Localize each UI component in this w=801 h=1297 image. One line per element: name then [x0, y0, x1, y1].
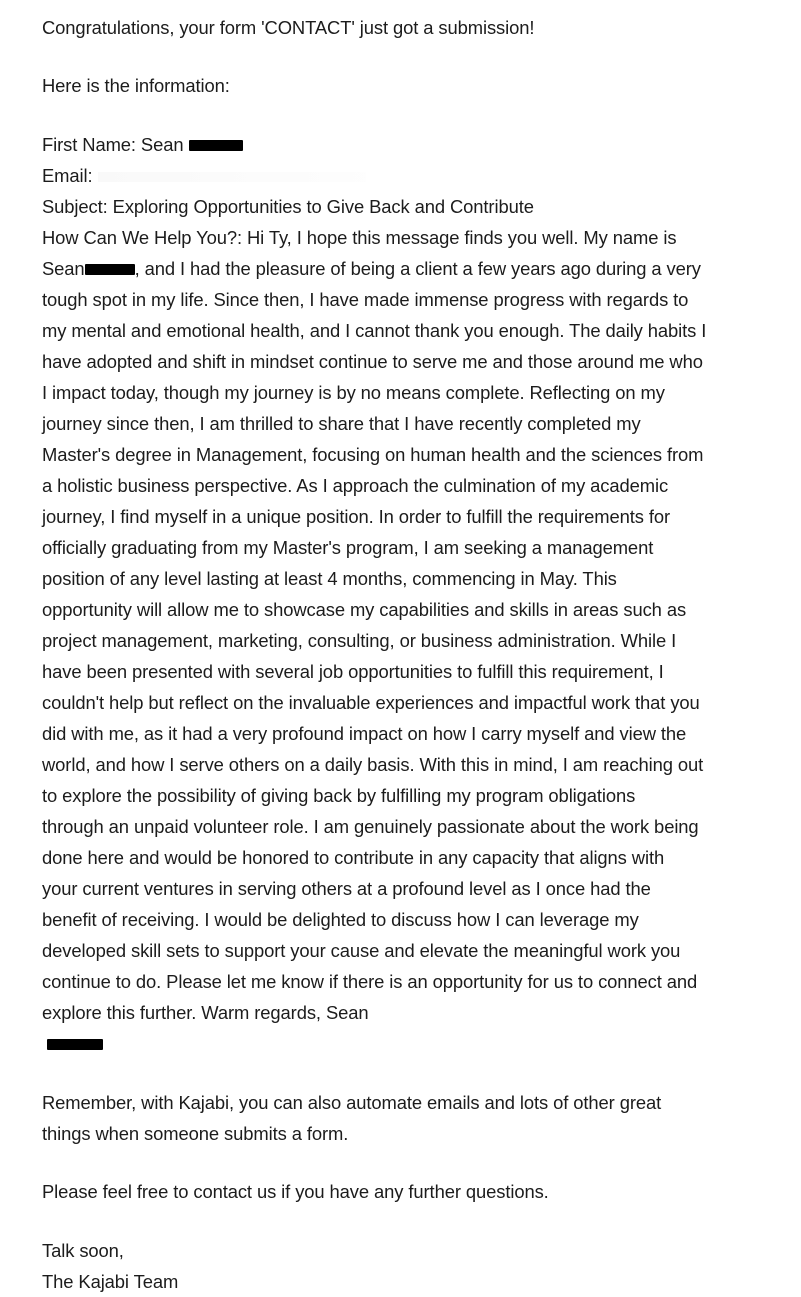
- first-name-label: First Name: Sean: [42, 134, 184, 155]
- team-name: The Kajabi Team: [42, 1271, 179, 1292]
- redacted-email: [98, 172, 366, 182]
- email-label: Email:: [42, 165, 93, 186]
- message-line: did with me, as it had a very profound impact on how I carry myself and view the: [42, 723, 687, 744]
- first-name-row: [42, 129, 782, 160]
- signoff: Talk soon,: [42, 1240, 124, 1261]
- message-line: tough spot in my life. Since then, I have made immense progress with regards to: [42, 289, 689, 310]
- message-line: I impact today, though my journey is by no means complete. Reflecting on my: [42, 382, 665, 403]
- message-line: my mental and emotional health, and I cannot thank you enough. The daily habits I: [42, 320, 707, 341]
- message-line: to explore the possibility of giving back by fulfilling my program obligations: [42, 785, 636, 806]
- message-line: journey, I find myself in a unique position. In order to fulfill the requirements for: [42, 506, 671, 527]
- email-body: [42, 12, 782, 1297]
- message-line: [42, 253, 782, 284]
- message-line: your current ventures in serving others at a profound level as I once had the: [42, 878, 651, 899]
- message-text: Sean: [42, 258, 85, 279]
- message-line: have adopted and shift in mindset continue to serve me and those around me who: [42, 351, 703, 372]
- message-line: through an unpaid volunteer role. I am genuinely passionate about the work being: [42, 816, 699, 837]
- email-row: [42, 160, 782, 191]
- message-line: project management, marketing, consulting, or business administration. While I: [42, 630, 677, 651]
- redaction-bar: [47, 1039, 103, 1050]
- message-line: continue to do. Please let me know if there is an opportunity for us to connect and: [42, 971, 698, 992]
- kajabi-note: [42, 1087, 782, 1149]
- message-body: [42, 222, 782, 1059]
- message-line: benefit of receiving. I would be delighted to discuss how I can leverage my: [42, 909, 639, 930]
- message-line: [42, 1028, 782, 1059]
- subject-row: Subject: Exploring Opportunities to Give Back and Contribute: [42, 196, 534, 217]
- message-line: opportunity will allow me to showcase my capabilities and skills in areas such as: [42, 599, 687, 620]
- message-line: a holistic business perspective. As I approach the culmination of my academic: [42, 475, 669, 496]
- redaction-bar: [85, 264, 135, 275]
- message-line: have been presented with several job opportunities to fulfill this requirement, I: [42, 661, 664, 682]
- message-line: How Can We Help You?: Hi Ty, I hope this message finds you well. My name is: [42, 227, 677, 248]
- redaction-bar: [189, 140, 243, 151]
- info-heading: Here is the information:: [42, 75, 230, 96]
- form-fields: [42, 129, 782, 1059]
- message-line: world, and how I serve others on a daily basis. With this in mind, I am reaching out: [42, 754, 704, 775]
- message-line: explore this further. Warm regards, Sean: [42, 1002, 369, 1023]
- message-text: , and I had the pleasure of being a client a few years ago during a very: [134, 258, 701, 279]
- message-line: Master's degree in Management, focusing on human health and the sciences from: [42, 444, 704, 465]
- submission-intro: Congratulations, your form 'CONTACT' just got a submission!: [42, 17, 535, 38]
- message-line: couldn't help but reflect on the invaluable experiences and impactful work that you: [42, 692, 700, 713]
- contact-line: Please feel free to contact us if you have any further questions.: [42, 1181, 549, 1202]
- message-line: done here and would be honored to contribute in any capacity that aligns with: [42, 847, 665, 868]
- message-line: position of any level lasting at least 4 months, commencing in May. This: [42, 568, 617, 589]
- remember-line: things when someone submits a form.: [42, 1123, 349, 1144]
- signature: [42, 1235, 782, 1297]
- message-line: officially graduating from my Master's program, I am seeking a management: [42, 537, 654, 558]
- message-line: journey since then, I am thrilled to share that I have recently completed my: [42, 413, 641, 434]
- remember-line: Remember, with Kajabi, you can also automate emails and lots of other great: [42, 1092, 662, 1113]
- message-line: developed skill sets to support your cause and elevate the meaningful work you: [42, 940, 681, 961]
